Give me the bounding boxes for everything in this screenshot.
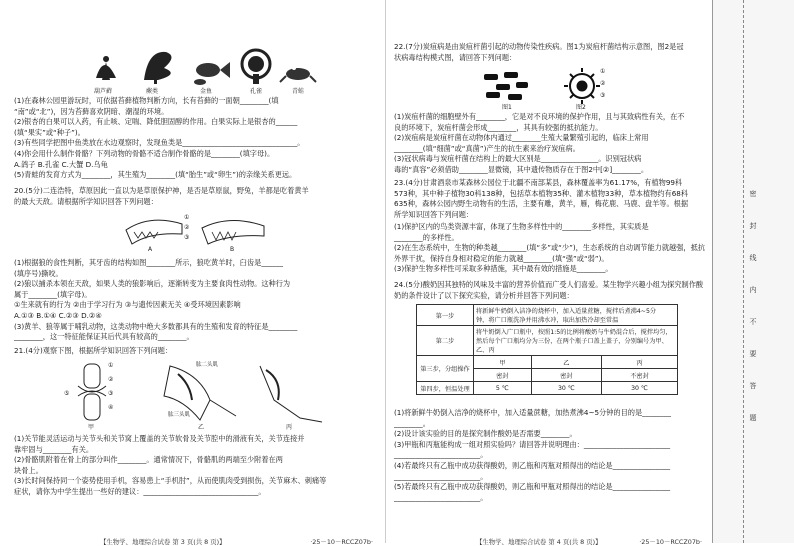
arm-joint-figure xyxy=(60,360,330,430)
question-line: ________________________。 xyxy=(394,450,488,460)
question-line: (3)保护生物多样性可采取多种措施，其中最有效的措施是________。 xyxy=(394,264,613,274)
table-cell: 甲 xyxy=(474,356,532,369)
question-line: (1)保护区内的鸟类资源丰富，体现了生物多样性中的________多样性，其实质是 xyxy=(394,222,649,231)
frog-illustration xyxy=(280,66,316,82)
question-line: 635种，森林公园内野生动物有的生活，主要有雕，黄羊，雁，梅花鹿、马鹿、盘羊等。根据 xyxy=(394,199,689,209)
figure-label: 图1 xyxy=(502,104,512,111)
animal-label: 金鱼 xyxy=(200,88,213,95)
cell-line: 将新鲜牛奶倒入洁净的烧杯中，加入适量蔗糖，搅拌后煮沸4~5分 xyxy=(476,308,657,315)
question-line: (填序号)撕咬。 xyxy=(14,268,63,278)
figure-label: 图2 xyxy=(576,104,586,111)
table-cell: 30 ℃ xyxy=(602,382,678,395)
table-cell: 5 ℃ xyxy=(474,382,532,395)
goldfish-illustration xyxy=(194,62,230,85)
figure-label: ① xyxy=(108,362,114,369)
teeth-diagram xyxy=(120,210,270,256)
question-20-body xyxy=(14,258,375,343)
table-row xyxy=(417,305,678,326)
footer-code: ·25－10－RCCZ07b· xyxy=(639,538,702,546)
question-20-head xyxy=(14,186,375,207)
margin-word: 要 xyxy=(749,350,757,358)
bacteria-virus-figure xyxy=(482,66,612,110)
animal-label: 孔雀 xyxy=(250,88,263,95)
question-23-body xyxy=(394,222,704,275)
question-line: 状病毒结构模式图，请回答下列问题： xyxy=(394,52,517,62)
figure-label: ④ xyxy=(108,404,114,411)
question-line: (1)炭疽杆菌的细胞壁外有________，它是对不良环境的保护作用，且与其致病性有关，在不 xyxy=(394,112,685,121)
question-line: (2)骨骼肌附着在骨上的部分叫作________。通常情况下，骨骼肌的两端至少附着在两 xyxy=(14,455,283,465)
question-line: (2)设计该实验的目的是探究制作酸奶是否需要________。 xyxy=(394,429,577,439)
question-line: A.鸽子 B.孔雀 C.大蟹 D.乌龟 xyxy=(14,159,108,169)
question-23-head xyxy=(394,178,704,220)
question-line: (3)黄羊、狼等属于哺乳动物，这类动物中绝大多数都具有的生殖和发育的特征是________ xyxy=(14,321,298,331)
question-line: (4)你会用什么制作骨骼？下列动物的骨骼不适合制作骨骼的是________(填字母)。 xyxy=(14,148,275,158)
footer-left: 【生物学、地理综合试卷 第 3 页(共 8 页)】 xyxy=(100,538,226,546)
question-21-body xyxy=(14,434,375,498)
figure-label: ① xyxy=(600,68,606,75)
figure-label: 肱三头肌 xyxy=(168,412,191,418)
question-line: 奶的条件设计了以下探究实验，请分析并回答下列问题： xyxy=(394,290,574,300)
figure-label: ③ xyxy=(108,390,114,397)
cell-line: 将牛奶倒入广口瓶中，按照1:5的比例将酸奶与牛奶混合后，搅拌均匀， xyxy=(476,329,672,336)
question-line: “南”或“北”)，因为苔藓喜欢阴暗、潮湿的环境。 xyxy=(14,106,169,116)
question-24-body xyxy=(394,408,704,503)
question-line: 573种，其中种子植物30科138种，包括草本植物35种、灌木植物33种，草本植物约有68科 xyxy=(394,188,689,198)
margin-word: 线 xyxy=(749,254,757,262)
animal-label: 葫芦藓 xyxy=(94,88,113,95)
cut-line xyxy=(743,0,744,543)
table-cell: 密封 xyxy=(474,369,532,382)
table-cell: 乙 xyxy=(531,356,601,369)
question-line: (3)冠状病毒与炭疽杆菌在结构上的最大区别是________________。识别冠状病 xyxy=(394,154,642,164)
figure-label: ② xyxy=(600,80,606,87)
table-cell: 第二步 xyxy=(417,326,474,356)
figure-label: 肱二头肌 xyxy=(196,362,219,368)
table-cell: 不密封 xyxy=(602,369,678,382)
question-line: 23.(4分)甘肃酒泉市某森林公园位于北疆不南部某县，森林覆盖率为61.17%，有植物99科 xyxy=(394,178,683,187)
question-line: (3)长时间保持同一个姿势使用手机，容易患上“手机肘”，从而使肌肉受到损伤，关节麻木、刺痛等 xyxy=(14,476,327,486)
question-line: (5)青蛙的发育方式为________，其生殖为________(填“胎生”或“卵生”)的亲缘关系更远。 xyxy=(14,170,297,180)
question-24-head xyxy=(394,280,704,301)
question-line: 属于________(填字母)。 xyxy=(14,289,92,299)
moss-illustration xyxy=(96,56,116,80)
figure-label: 丙 xyxy=(286,424,293,431)
table-cell: 第四步，恒温处理 xyxy=(417,382,474,395)
question-19-body xyxy=(14,96,375,181)
exam-page-4 xyxy=(385,0,712,546)
table-row xyxy=(417,382,678,395)
table-cell xyxy=(474,305,678,326)
anthrax-bacillus-drawing xyxy=(484,72,528,100)
question-line: 22.(7分)炭疽病是由炭疽杆菌引起的动物传染性疾病。图1为炭疽杆菌结构示意图，图2是冠 xyxy=(394,42,684,51)
knee-joint-drawing xyxy=(78,364,106,420)
table-cell xyxy=(474,326,678,356)
cell-line: 然后每个广口瓶均分为三份，在两个瓶子口盖上盖子，分别编号为甲、乙、丙 xyxy=(476,338,668,354)
question-line: ________(填“细菌”或“真菌”)产生的抗生素来治疗炭疽病。 xyxy=(394,143,580,153)
question-line: ________，这一特征能保证其后代具有较高的________。 xyxy=(14,332,194,342)
table-cell: 第三步，分组操作 xyxy=(417,356,474,382)
question-line: A.①③ B.①④ C.②③ D.②④ xyxy=(14,310,102,320)
arm-skeleton-drawing xyxy=(260,366,322,422)
figure-label: ③ xyxy=(184,234,190,241)
peacock-illustration xyxy=(242,50,270,84)
footer-left: 【生物学、地理综合试卷 第 4 页(共 8 页)】 xyxy=(476,538,602,546)
figure-label: 甲 xyxy=(88,424,95,431)
question-line: 毒的“真容”必须借助________显微镜，其中遗传物质存在于图2中[②]________。 xyxy=(394,164,649,174)
figure-label: A xyxy=(148,246,153,253)
question-21-head xyxy=(14,346,375,357)
question-line: 24.(5分)酸奶因其独特的风味及丰富的营养价值而广受人们喜爱。某生物学兴趣小组为探究制作酸 xyxy=(394,280,704,289)
fern-illustration xyxy=(144,52,172,84)
question-line: (填“果实”或“种子”)。 xyxy=(14,127,85,137)
table-cell: 30 ℃ xyxy=(531,382,601,395)
exam-page-3 xyxy=(0,0,383,546)
margin-word: 答 xyxy=(749,382,757,390)
question-line: (1)将新鲜牛奶倒入洁净的烧杯中，加入适量蔗糖，加热煮沸4~5分钟的目的是________ xyxy=(394,408,671,417)
question-line: (2)炭疽病是炭疽杆菌在动物体内通过________生殖大量繁殖引起的，临床上常用 xyxy=(394,133,649,143)
margin-word: 密 xyxy=(749,190,757,198)
margin-word: 题 xyxy=(749,414,757,422)
question-line: (4)若最终只有乙瓶中成功获得酸奶，则乙瓶和丙瓶对照得出的结论是________________ xyxy=(394,460,671,470)
question-line: 21.(4分)观察下图，根据所学知识回答下列问题： xyxy=(14,346,173,355)
footer-code: ·25－10－RCCZ07b· xyxy=(310,538,373,546)
animal-label: 青蛙 xyxy=(292,88,305,95)
cell-line: 钟，将广口瓶洗净并用沸水冲，取出加热冷却至常温 xyxy=(476,317,619,324)
figure-label: 乙 xyxy=(198,424,205,431)
question-line: (3)有些同学把图中鱼类放在水边观察时，发现鱼类是________________________________。 xyxy=(14,138,305,148)
animal-label: 蕨类 xyxy=(146,88,159,95)
question-line: 块骨上。 xyxy=(14,465,43,475)
question-line: 靠牢固与________有关。 xyxy=(14,444,94,454)
question-line: 20.(5分)二连浩特，草原因此一直以为是草原保护神，是否是草原鼠，野兔，羊都是吃着黄羊 xyxy=(14,186,309,195)
figure-label: ② xyxy=(108,376,114,383)
figure-label: ⑤ xyxy=(64,390,70,397)
question-line: (1)根据狼的食性判断，其牙齿的结构如图________所示，狼吃黄羊时，臼齿是______ xyxy=(14,258,283,267)
experiment-table xyxy=(416,304,678,395)
question-line: (2)银杏的白果可以入药，有止咳、定喘、降低胆固醇的作用。白果实际上是银杏的______ xyxy=(14,117,298,127)
question-line: ①生来就有的行为 ②由于学习行为 ③与遗传因素无关 ④受环境因素影响 xyxy=(14,300,241,310)
table-row xyxy=(417,326,678,356)
coronavirus-drawing xyxy=(564,68,600,104)
question-line: ________的多样性。 xyxy=(394,232,459,242)
margin-word: 封 xyxy=(749,222,757,230)
binding-margin xyxy=(712,0,794,543)
question-line: 外界干扰，保持自身相对稳定的能力就越________(填“强”或“弱”)。 xyxy=(394,253,609,263)
question-line: ________。 xyxy=(394,418,430,428)
question-line: (5)若最终只有乙瓶中成功获得酸奶，则乙瓶和甲瓶对照得出的结论是________________ xyxy=(394,482,671,492)
table-cell: 密封 xyxy=(531,369,601,382)
question-22-head xyxy=(394,42,704,63)
question-line: (1)关节能灵活运动与关节头和关节窝上覆盖的关节软骨及关节腔中的滑液有关，关节连接并 xyxy=(14,434,305,443)
question-line: 的最大天敌。请根据所学知识回答下列问题： xyxy=(14,196,158,206)
joint-muscle-diagram xyxy=(60,360,330,430)
question-22-body xyxy=(394,112,704,176)
margin-word: 不 xyxy=(749,318,757,326)
question-line: 良的环境下，炭疽杆菌会形成________，其具有较强的抵抗能力。 xyxy=(394,122,603,132)
figure-label: B xyxy=(230,246,235,253)
question-line: (1)在森林公园里游玩时，可依据苔藓植物判断方向，长有苔藓的一面朝________(填 xyxy=(14,96,279,105)
figure-label: ② xyxy=(184,224,190,231)
table-cell: 丙 xyxy=(602,356,678,369)
table-cell: 第一步 xyxy=(417,305,474,326)
figure-label: ③ xyxy=(600,92,606,99)
question-line: 所学知识回答下列问题： xyxy=(394,209,474,219)
organism-figure-row xyxy=(88,42,320,96)
question-line: 症状，请你为中学生提出一些好的建议：________________________________。 xyxy=(14,486,266,496)
question-line: (2)在生态系统中，生物的种类越________(填“多”或“少”)，生态系统的自动调节能力就越强，抵抗 xyxy=(394,243,705,253)
question-line: ________________________。 xyxy=(394,492,488,502)
question-line: ________________________。 xyxy=(394,471,488,481)
table-row xyxy=(417,356,678,369)
question-line: (3)甲瓶和丙瓶能构成一组对照实验吗？请回答并说明理由：________________________ xyxy=(394,439,671,449)
question-line: (2)狼以捕杀本领在天敌，如果人类的狼影响后，逐渐转变为主要食肉性动物。这种行为 xyxy=(14,279,291,289)
figure-label: ① xyxy=(184,214,190,221)
margin-word: 内 xyxy=(749,286,757,294)
teeth-figure xyxy=(120,210,270,256)
